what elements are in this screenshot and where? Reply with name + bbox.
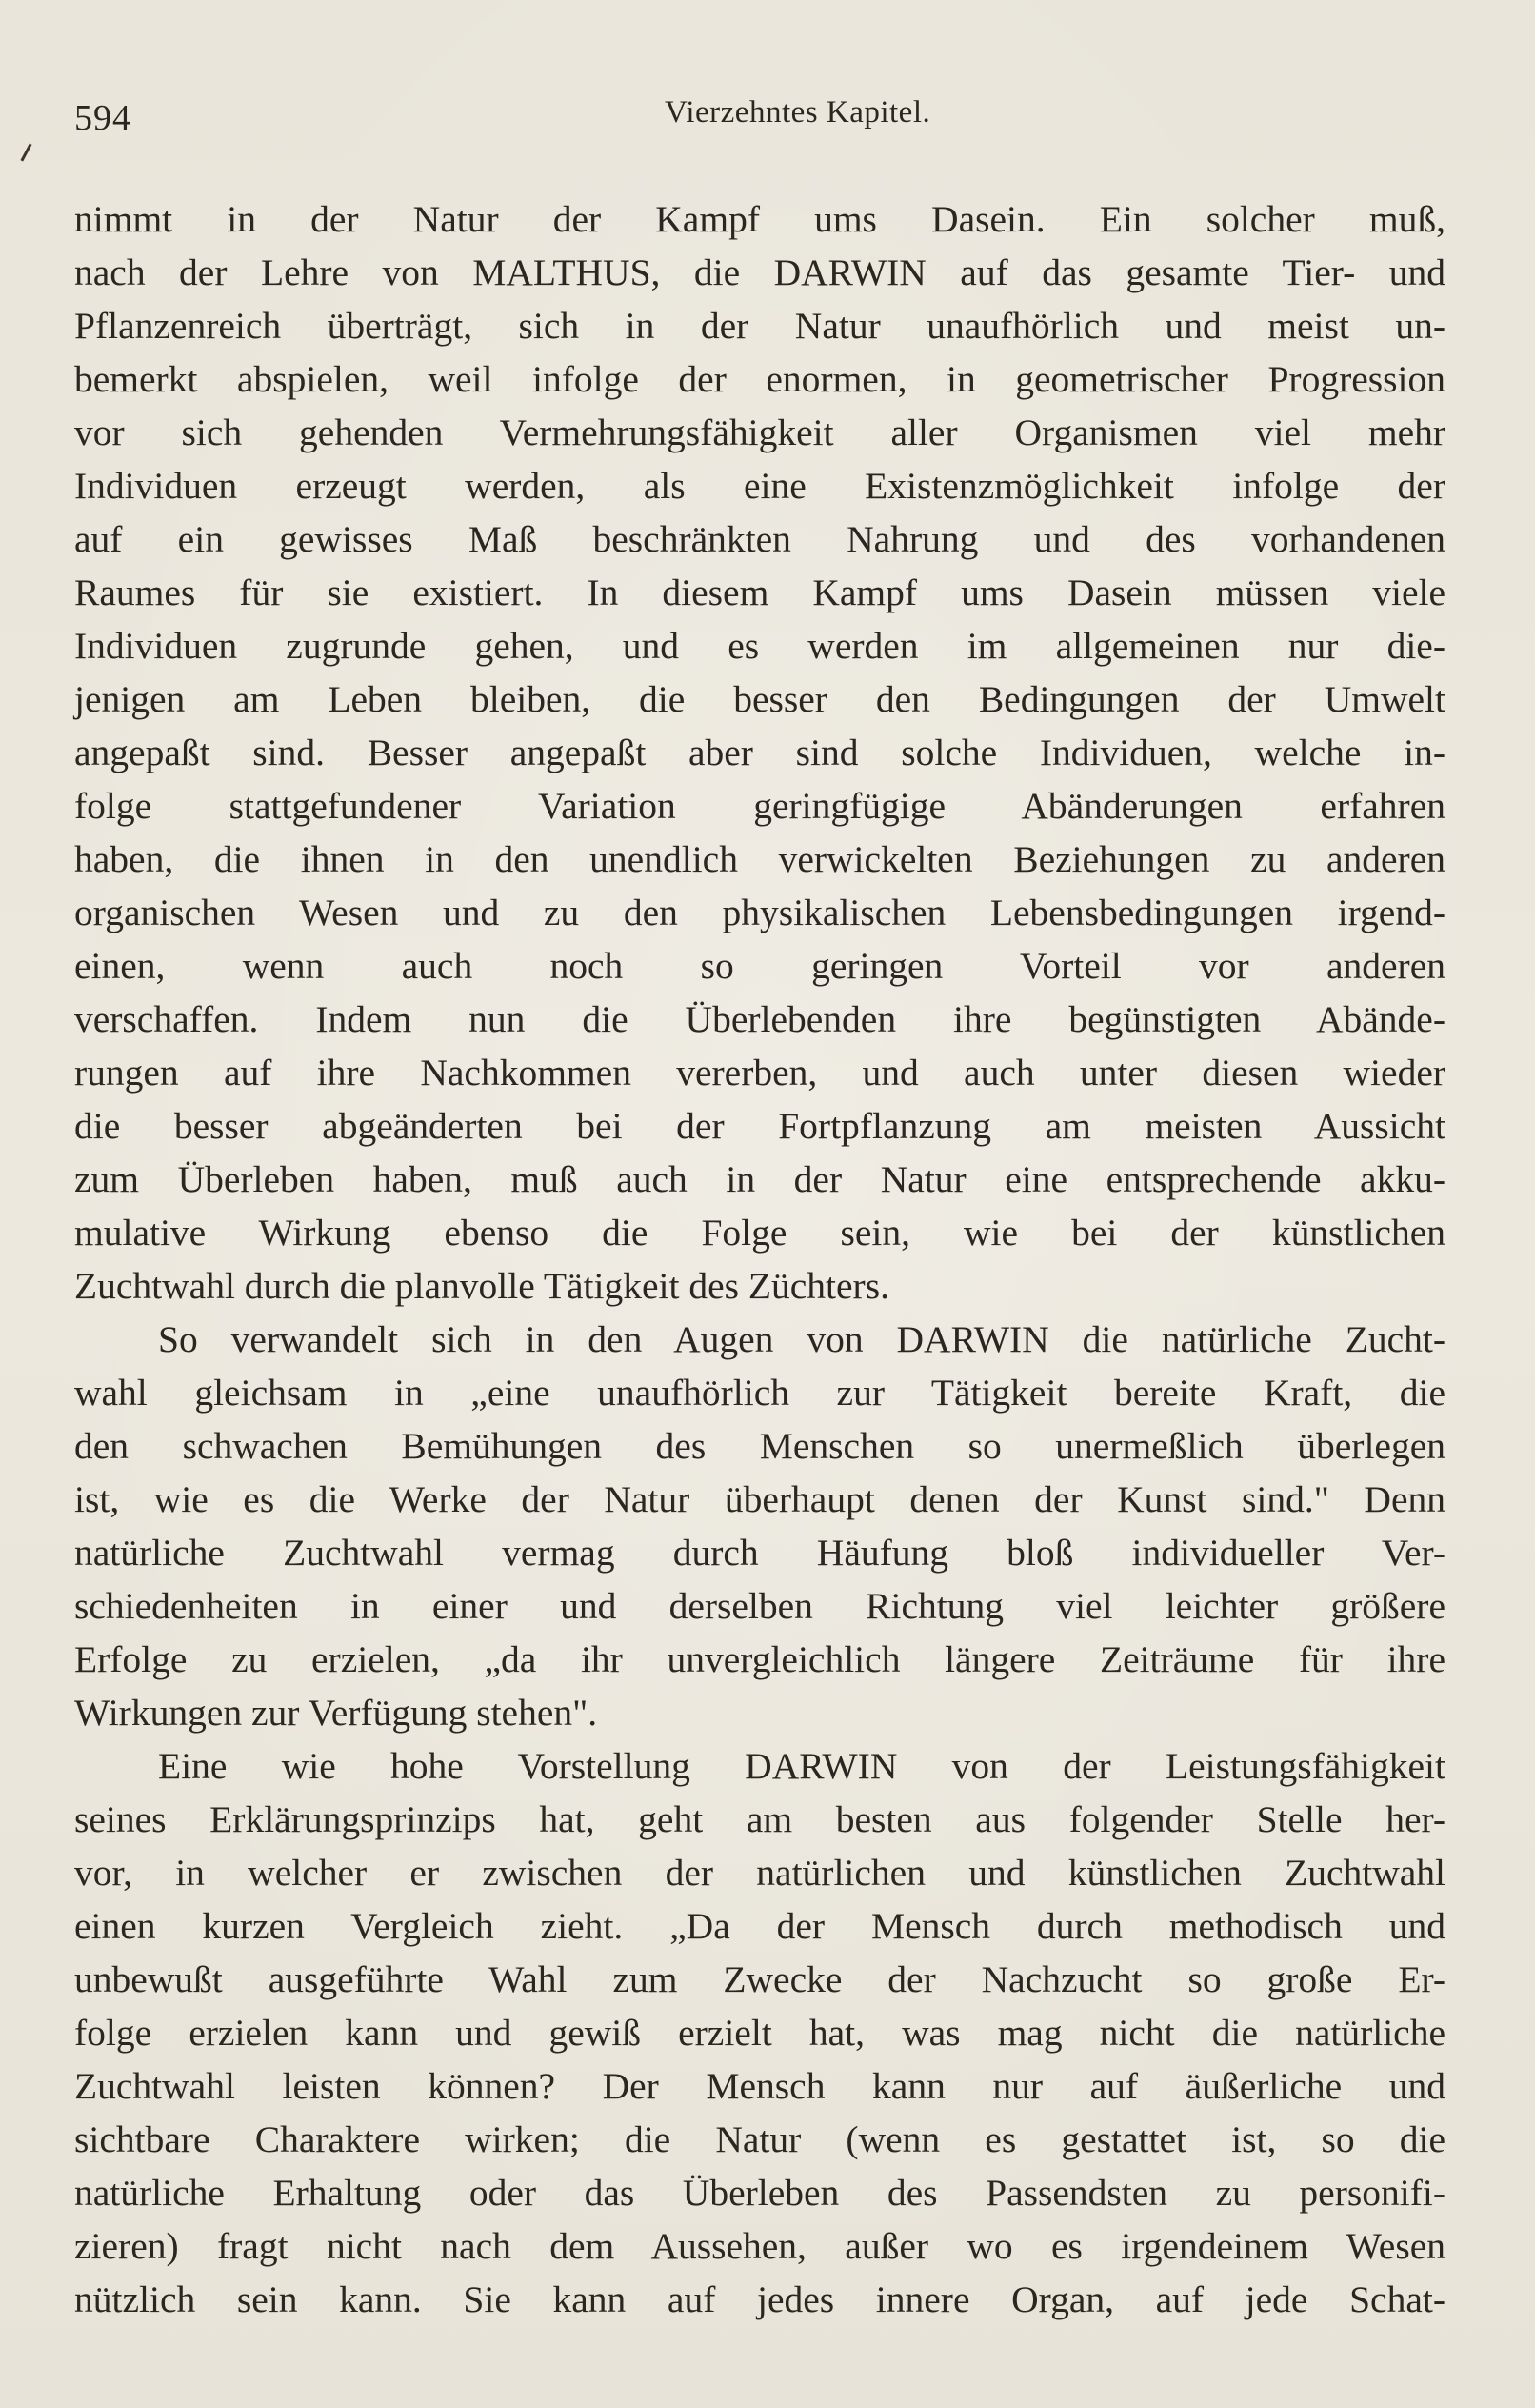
text-line: So verwandelt sich in den Augen von DARWIN die natürliche Zucht- — [158, 1318, 1445, 1360]
text-line: nützlich sein kann. Sie kann auf jedes innere Organ, auf jede Schat- — [74, 2278, 1445, 2320]
text-line: natürliche Erhaltung oder das Überleben des Passendsten zu personifi- — [74, 2172, 1445, 2214]
text-line: haben, die ihnen in den unendlich verwickelten Beziehungen zu anderen — [74, 838, 1445, 880]
text-line: verschaffen. Indem nun die Überlebenden ihre begünstigten Abände- — [74, 998, 1445, 1040]
text-line: den schwachen Bemühungen des Menschen so unermeßlich überlegen — [74, 1425, 1445, 1467]
text-line: Wirkungen zur Verfügung stehen". — [74, 1692, 598, 1734]
text-line: Zuchtwahl durch die planvolle Tätigkeit des Züchters. — [74, 1265, 889, 1307]
text-line: Pflanzenreich überträgt, sich in der Natur unaufhörlich und meist un- — [74, 305, 1445, 347]
text-line: natürliche Zuchtwahl vermag durch Häufung bloß individueller Ver- — [74, 1532, 1445, 1574]
text-line: einen, wenn auch noch so geringen Vorteil vor anderen — [74, 945, 1445, 987]
text-line: Individuen zugrunde gehen, und es werden im allgemeinen nur die- — [74, 625, 1445, 667]
text-line: zum Überleben haben, muß auch in der Natur eine entsprechende akku- — [74, 1158, 1445, 1200]
text-line: sichtbare Charaktere wirken; die Natur (wenn es gestattet ist, so die — [74, 2118, 1445, 2160]
running-head: Vierzehntes Kapitel. — [665, 95, 931, 130]
margin-pencil-mark — [20, 143, 31, 161]
text-line: seines Erklärungsprinzips hat, geht am besten aus folgender Stelle her- — [74, 1798, 1445, 1840]
page-number: 594 — [74, 98, 131, 138]
text-line: einen kurzen Vergleich zieht. „Da der Mensch durch methodisch und — [74, 1905, 1445, 1947]
text-line: nach der Lehre von MALTHUS, die DARWIN auf das gesamte Tier- und — [74, 251, 1445, 293]
text-line: mulative Wirkung ebenso die Folge sein, wie bei der künstlichen — [74, 1212, 1445, 1254]
text-line: jenigen am Leben bleiben, die besser den Bedingungen der Umwelt — [74, 678, 1445, 720]
text-line: bemerkt abspielen, weil infolge der enormen, in geometrischer Progression — [74, 358, 1445, 400]
text-line: Erfolge zu erzielen, „da ihr unvergleichlich längere Zeiträume für ihre — [74, 1638, 1445, 1680]
text-line: Eine wie hohe Vorstellung DARWIN von der Leistungsfähigkeit — [158, 1745, 1445, 1787]
body-text — [74, 192, 1445, 2326]
text-line: Zuchtwahl leisten können? Der Mensch kann nur auf äußerliche und — [74, 2065, 1445, 2107]
text-line: Raumes für sie existiert. In diesem Kampf ums Dasein müssen viele — [74, 572, 1445, 613]
text-line: rungen auf ihre Nachkommen vererben, und auch unter diesen wieder — [74, 1052, 1445, 1094]
text-line: zieren) fragt nicht nach dem Aussehen, außer wo es irgendeinem Wesen — [74, 2225, 1445, 2267]
text-line: auf ein gewisses Maß beschränkten Nahrung und des vorhandenen — [74, 518, 1445, 560]
text-line: wahl gleichsam in „eine unaufhörlich zur Tätigkeit bereite Kraft, die — [74, 1372, 1445, 1414]
text-line: ist, wie es die Werke der Natur überhaupt denen der Kunst sind." Denn — [74, 1478, 1445, 1520]
text-line: folge stattgefundener Variation geringfügige Abänderungen erfahren — [74, 785, 1445, 827]
text-line: schiedenheiten in einer und derselben Richtung viel leichter größere — [74, 1585, 1445, 1627]
page-header — [74, 91, 1449, 149]
text-line: unbewußt ausgeführte Wahl zum Zwecke der Nachzucht so große Er- — [74, 1958, 1445, 2000]
text-line: organischen Wesen und zu den physikalischen Lebensbedingungen irgend- — [74, 892, 1445, 933]
text-line: vor sich gehenden Vermehrungsfähigkeit aller Organismen viel mehr — [74, 411, 1445, 453]
text-line: folge erzielen kann und gewiß erzielt hat, was mag nicht die natürliche — [74, 2012, 1445, 2054]
text-line: nimmt in der Natur der Kampf ums Dasein. Ein solcher muß, — [74, 198, 1445, 240]
text-line: die besser abgeänderten bei der Fortpflanzung am meisten Aussicht — [74, 1105, 1445, 1147]
text-line: vor, in welcher er zwischen der natürlichen und künstlichen Zuchtwahl — [74, 1852, 1445, 1894]
text-line: Individuen erzeugt werden, als eine Existenzmöglichkeit infolge der — [74, 465, 1445, 507]
text-line: angepaßt sind. Besser angepaßt aber sind solche Individuen, welche in- — [74, 732, 1445, 773]
